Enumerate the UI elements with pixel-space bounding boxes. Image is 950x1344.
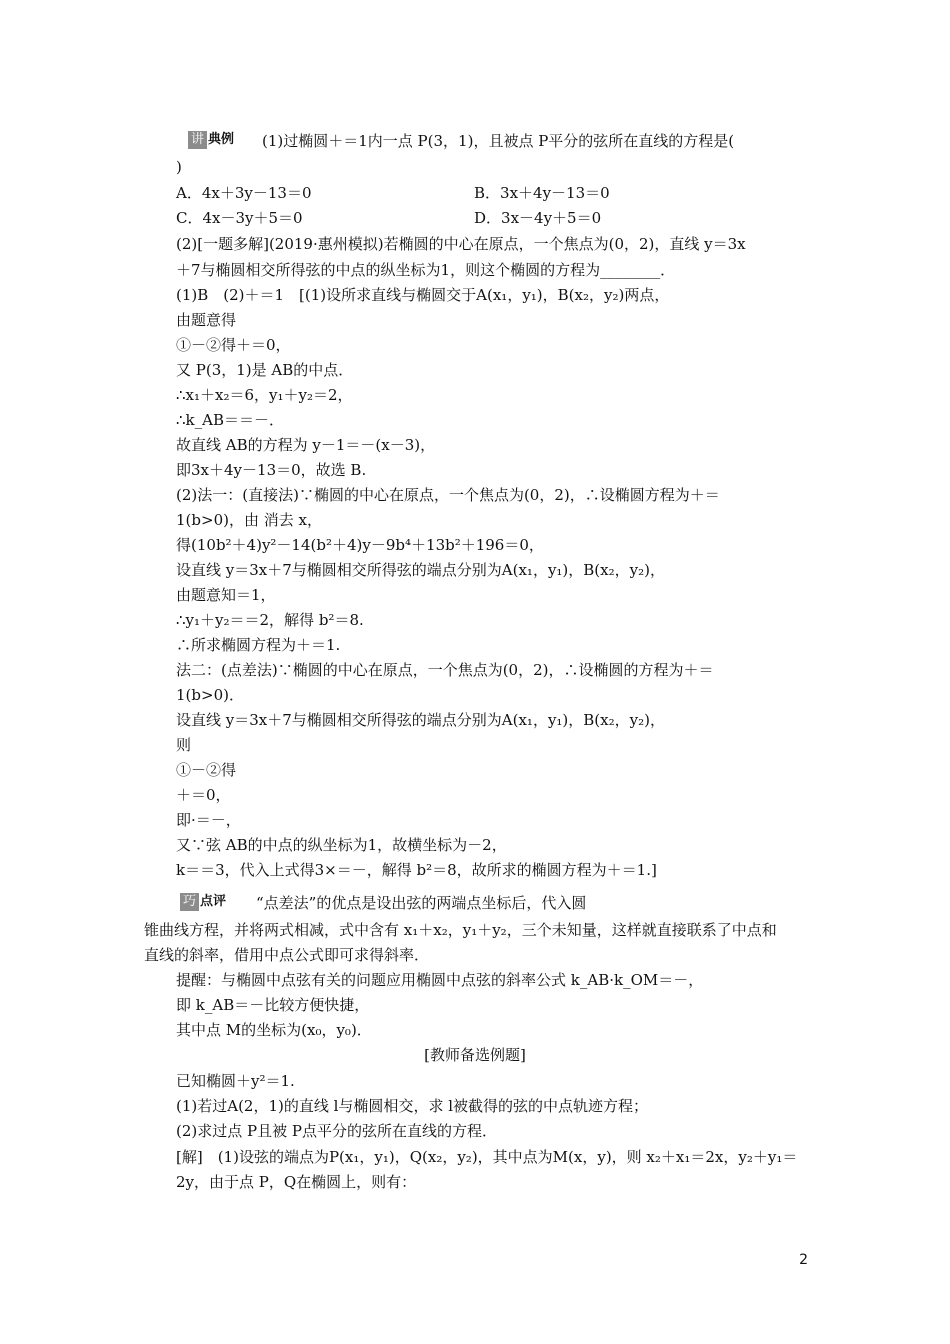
section-title: [教师备选例题] — [424, 1046, 526, 1064]
badge-example-box: 讲 — [188, 131, 207, 149]
solution-line: 又∵弦 AB的中点的纵坐标为1，故横坐标为－2， — [176, 836, 507, 854]
solution-line: 又 P(3，1)是 AB的中点． — [176, 361, 354, 379]
solution-line: (1)B (2)＋＝1 [(1)设所求直线与椭圆交于A(x₁，y₁)，B(x₂，y₂)两点， — [176, 286, 670, 304]
solution-line: ∴y₁＋y₂＝＝2，解得 b²＝8. — [176, 611, 364, 629]
problem-2-stem: (2)[一题多解](2019·惠州模拟)若椭圆的中心在原点，一个焦点为(0，2)，直线 y＝3x — [176, 235, 746, 253]
solution-line: 即3x＋4y－13＝0，故选 B. — [176, 461, 367, 479]
solution-line: 故直线 AB的方程为 y－1＝－(x－3)， — [176, 436, 436, 454]
solution-line: 1(b>0)． — [176, 686, 244, 704]
example-line: 2y，由于点 P，Q在椭圆上，则有： — [176, 1173, 417, 1191]
solution-line: 即·＝－， — [176, 811, 241, 829]
review-line: “点差法”的优点是设出弦的两端点坐标后，代入圆 — [256, 894, 587, 912]
solution-line: ∴x₁＋x₂＝6，y₁＋y₂＝2， — [176, 386, 353, 404]
solution-line: ①－②得 — [176, 761, 237, 779]
example-line: (2)求过点 P且被 P点平分的弦所在直线的方程． — [176, 1122, 497, 1140]
problem-1-stem: (1)过椭圆＋＝1内一点 P(3，1)，且被点 P平分的弦所在直线的方程是( — [262, 132, 735, 150]
page-number: 2 — [799, 1252, 808, 1268]
solution-line: ①－②得＋＝0， — [176, 336, 291, 354]
solution-line: 设直线 y＝3x＋7与椭圆相交所得弦的端点分别为A(x₁，y₁)，B(x₂，y₂)， — [176, 561, 665, 579]
badge-review-text: 点评 — [200, 894, 227, 909]
solution-line: 则 — [176, 736, 192, 754]
solution-line: (2)法一：(直接法)∵椭圆的中心在原点，一个焦点为(0，2)，∴设椭圆方程为＋＝ — [176, 486, 720, 504]
solution-line: 得(10b²＋4)y²－14(b²＋4)y－9b⁴＋13b²＋196＝0， — [176, 536, 544, 554]
solution-line: ∴k_AB＝＝－． — [176, 411, 284, 429]
solution-line: k＝＝3，代入上式得3×＝－，解得 b²＝8，故所求的椭圆方程为＋＝1.] — [176, 861, 657, 879]
review-line: 直线的斜率，借用中点公式即可求得斜率． — [144, 946, 430, 964]
badge-example — [188, 131, 234, 149]
review-line: 提醒：与椭圆中点弦有关的问题应用椭圆中点弦的斜率公式 k_AB·k_OM＝－， — [176, 971, 704, 989]
review-line: 锥曲线方程，并将两式相减，式中含有 x₁＋x₂，y₁＋y₂，三个未知量，这样就直接联系了中点和 — [144, 921, 777, 939]
solution-line: 法二：(点差法)∵椭圆的中心在原点，一个焦点为(0，2)，∴设椭圆的方程为＋＝ — [176, 661, 714, 679]
option-c: C．4x－3y＋5＝0 — [176, 209, 303, 227]
solution-line: 设直线 y＝3x＋7与椭圆相交所得弦的端点分别为A(x₁，y₁)，B(x₂，y₂)， — [176, 711, 665, 729]
badge-example-text: 典例 — [208, 132, 235, 147]
problem-2-stem-cont: ＋7与椭圆相交所得弦的中点的纵坐标为1，则这个椭圆的方程为________． — [176, 261, 676, 279]
example-line: 已知椭圆＋y²＝1. — [176, 1072, 295, 1090]
option-d: D．3x－4y＋5＝0 — [474, 209, 602, 227]
problem-1-stem-end: ) — [176, 158, 182, 176]
example-line: (1)若过A(2，1)的直线 l与椭圆相交，求 l被截得的弦的中点轨迹方程； — [176, 1097, 649, 1115]
solution-line: ∴所求椭圆方程为＋＝1. — [176, 636, 341, 654]
review-line: 即 k_AB＝－比较方便快捷， — [176, 996, 370, 1014]
solution-line: 由题意得 — [176, 311, 237, 329]
solution-line: 由题意知＝1， — [176, 586, 276, 604]
badge-review-box: 巧 — [180, 893, 199, 911]
example-line: [解] (1)设弦的端点为P(x₁，y₁)，Q(x₂，y₂)，其中点为M(x，y)，则 x₂＋x₁＝2x，y₂＋y₁＝ — [176, 1148, 798, 1166]
option-b: B．3x＋4y－13＝0 — [474, 184, 610, 202]
solution-line: ＋＝0， — [176, 786, 231, 804]
badge-review — [180, 893, 226, 911]
review-line: 其中点 M的坐标为(x₀，y₀)． — [176, 1021, 372, 1039]
solution-line: 1(b>0)，由 消去 x， — [176, 511, 322, 529]
option-a: A．4x＋3y－13＝0 — [176, 184, 312, 202]
